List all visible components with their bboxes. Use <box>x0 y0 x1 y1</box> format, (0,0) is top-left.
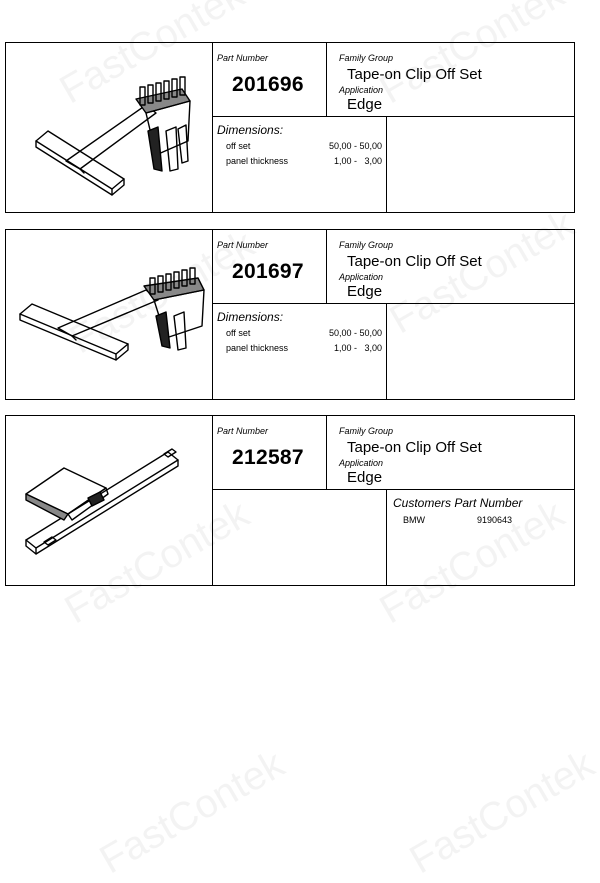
dimension-label: panel thickness <box>226 343 289 353</box>
dimension-value: 50,00 - 50,00 <box>328 141 382 151</box>
part-number-value: 201697 <box>232 260 304 283</box>
clip-drawing <box>6 230 212 399</box>
application-label: Application <box>339 85 384 95</box>
dimension-label: panel thickness <box>226 156 289 166</box>
part-image-cell <box>6 416 213 585</box>
dimensions-cell <box>212 490 387 585</box>
part-card-201696 <box>5 42 575 213</box>
family-group-value: Tape-on Clip Off Set <box>347 253 482 270</box>
family-group-cell <box>327 43 574 117</box>
part-number-label: Part Number <box>217 426 269 436</box>
part-number-cell <box>212 416 327 490</box>
application-value: Edge <box>347 96 383 113</box>
dimension-label: off set <box>226 141 251 151</box>
application-value: Edge <box>347 469 383 486</box>
customer-part-number: 9190643 <box>477 515 513 525</box>
customer-maker: BMW <box>403 515 425 525</box>
part-number-label: Part Number <box>217 240 269 250</box>
clip-drawing <box>6 416 212 585</box>
extra-info-cell <box>387 117 574 212</box>
dimension-value: 1,00 - 3,00 <box>333 343 382 353</box>
family-group-cell <box>327 416 574 490</box>
dimensions-title: Dimensions: <box>217 310 284 324</box>
part-card-201697 <box>5 229 575 400</box>
part-number-cell <box>212 43 327 117</box>
dimensions-title: Dimensions: <box>217 123 284 137</box>
dimension-label: off set <box>226 328 251 338</box>
family-group-cell <box>327 230 574 304</box>
dimension-value: 50,00 - 50,00 <box>328 328 382 338</box>
dimensions-cell <box>212 117 387 212</box>
part-number-label: Part Number <box>217 53 269 63</box>
family-group-value: Tape-on Clip Off Set <box>347 439 482 456</box>
part-number-value: 201696 <box>232 73 304 96</box>
part-card-212587 <box>5 415 575 586</box>
part-number-value: 212587 <box>232 446 304 469</box>
part-number-cell <box>212 230 327 304</box>
clip-drawing <box>6 43 212 212</box>
application-label: Application <box>339 458 384 468</box>
watermark <box>92 742 292 883</box>
family-group-label: Family Group <box>339 426 394 436</box>
dimension-value: 1,00 - 3,00 <box>333 156 382 166</box>
dimensions-cell <box>212 304 387 399</box>
watermark <box>402 742 600 883</box>
family-group-label: Family Group <box>339 53 394 63</box>
family-group-value: Tape-on Clip Off Set <box>347 66 482 83</box>
part-image-cell <box>6 230 213 399</box>
customers-part-number-title: Customers Part Number <box>393 496 523 510</box>
application-value: Edge <box>347 283 383 300</box>
family-group-label: Family Group <box>339 240 394 250</box>
application-label: Application <box>339 272 384 282</box>
customers-cell <box>387 490 574 585</box>
part-image-cell <box>6 43 213 212</box>
extra-info-cell <box>387 304 574 399</box>
